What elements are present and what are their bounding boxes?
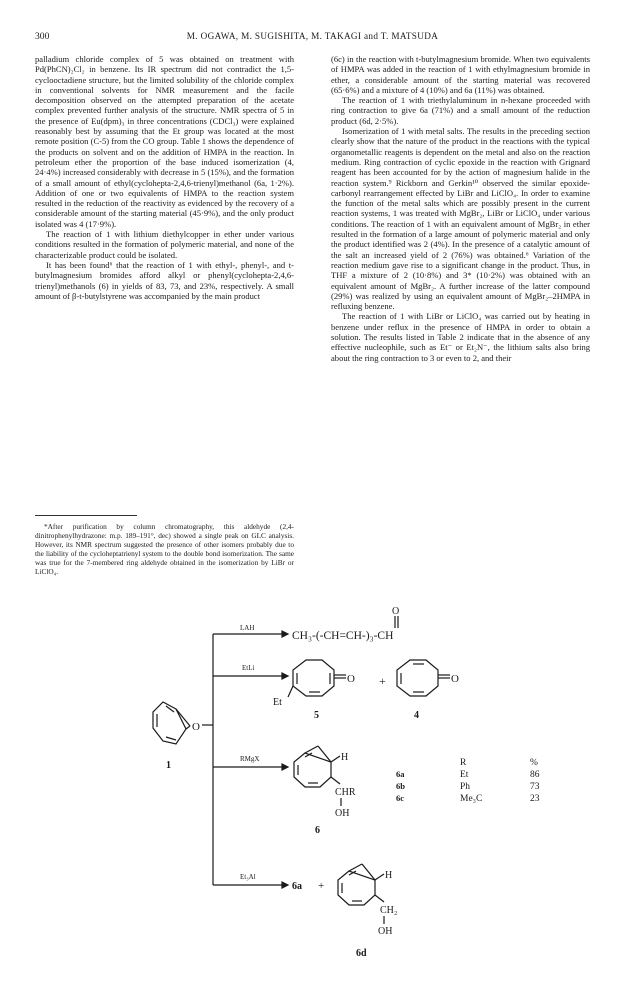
compound-label-6d: 6d — [356, 948, 367, 959]
table-row-r: Me₃C — [460, 794, 483, 804]
paragraph: The reaction of 1 with LiBr or LiClO₄ was carried out by heating in benzene under reflux in the presence of HMPA in order to obtain a solution. The results listed in Table 2 indicate that in the absence of any effective nucleophile, such as Et⁻ or Et₂N⁻, the lithium salts also bring about the ring contraction to 3 or even to 2, and their — [331, 311, 590, 363]
table-row-yield: 73 — [530, 782, 540, 792]
table-header-r: R — [460, 758, 467, 768]
page-number: 300 — [35, 31, 50, 42]
product-6a: 6a — [292, 881, 302, 892]
table-row-compound: 6c — [396, 793, 405, 803]
footnote-text: *After purification by column chromatography, this aldehyde (2,4-dinitrophenylhydrazone: m.p. 189–191°, dec) showed a single peak on GLC analysis. However, its NMR spectrum suggested the presence of other isomers probably due to the liability of the cycloheptatrienyl system to the double bond isomerization. The same was true for the 7-membered ring aldehyde obtained in the isomerization by LiBr or LiClO₄. — [35, 522, 294, 576]
cycloheptatriene-ring — [153, 702, 186, 744]
epoxide-oxygen: O — [192, 721, 200, 733]
paragraph: Isomerization of 1 with metal salts. The results in the preceding section clearly show that the nature of the product in the reactions with the typical organometallic reagents is dependent on the metal and also on the reaction medium. Ring contraction of cyclic epoxide in the reaction with Grignard reagent has been accounted for by the action of magnesium halide in the reaction system.⁹ Rickborn and Gerkin¹⁰ observed the similar epoxide-carbonyl rearrangement effected by LiBr and LiClO₄. In order to examine the function of the metal salts which are possibly present in the current reaction systems, 1 was treated with MgBr₂, LiBr or LiClO₄ under various conditions. The reaction of 1 with an equivalent amount of MgBr₂ in ether resulted in the formation of a large amount of polymeric material and only the product identified was 2 (4%). In the presence of a catalytic amount of the salt an increased yield of 2 (76%) was obtained.⁶ Variation of the reaction medium gave rise to a significant change in the product. Thus, in THF a mixture of 2 (10·8%) and 3* (10·2%) was obtained with an equivalent amount of MgBr₂. A further increase of the latter compound (29%) was realized by using an equivalent amount of MgBr₂–2HMPA in refluxing benzene. — [331, 126, 590, 312]
plus-sign: + — [379, 674, 386, 688]
reagent-et3al: Et₃Al — [240, 873, 256, 881]
table-row-yield: 86 — [530, 770, 540, 780]
compound-6d — [338, 864, 397, 959]
reagent-etli: EtLi — [242, 664, 255, 672]
compound-4 — [397, 660, 459, 721]
table-row-compound: 6a — [396, 769, 405, 779]
compound-label-1: 1 — [166, 760, 171, 771]
ch2-group: CH₂ — [380, 905, 398, 916]
reagent-lah: LAH — [240, 624, 255, 632]
starting-epoxide — [153, 702, 200, 771]
left-column — [35, 54, 294, 301]
chr-group: CHR — [335, 787, 356, 798]
rmgx-yield-table — [396, 758, 540, 804]
footnote — [35, 523, 294, 576]
plus-sign: + — [318, 880, 325, 892]
paragraph: (6c) in the reaction with t-butylmagnesium bromide. When two equivalents of HMPA was added in the reaction of 1 with ethylmagnesium bromide in ether, a considerable amount of the starting material was recovered (65·6%) and a mixture of 4 (10%) and 6a (11%) was obtained. — [331, 54, 590, 95]
hydroxyl-group: OH — [378, 926, 393, 937]
ring-hydrogen: H — [341, 752, 349, 763]
paragraph: It has been found⁶ that the reaction of 1 with ethyl-, phenyl-, and t-butylmagnesium bromides afford alkyl or phenyl(cyclohepta-2,4,6-trienyl)methanols (6) in yields of 83, 73, and 23%, respectively. A small amount of β-t-butylstyrene was accompanied by the main product — [35, 259, 294, 301]
compound-label-6: 6 — [315, 825, 320, 836]
ketone-oxygen: O — [347, 673, 355, 685]
reagent-rmgx: RMgX — [240, 755, 260, 763]
ethyl-substituent: Et — [273, 697, 282, 708]
ring-hydrogen: H — [385, 870, 393, 881]
table-row-r: Et — [460, 770, 469, 780]
table-row-yield: 23 — [530, 794, 540, 804]
compound-label-5: 5 — [314, 710, 319, 721]
lah-product: CH₃-(-CH=CH-)₃-CH — [292, 630, 394, 642]
table-row-compound: 6b — [396, 781, 405, 791]
compound-label-4: 4 — [414, 710, 419, 721]
hydroxyl-group: OH — [335, 808, 350, 819]
paragraph: palladium chloride complex of 5 was obtained on treatment with Pd(PhCN)₂Cl₂ in benzene. Its IR spectrum did not contradict the 1,5-cyclooctadiene structure, but the limited solubility of the chloride complex in conventional solvents for NMR measurement and the facile decomposition observed on the attempted preparation of the acetate complex prevented further analysis of the structure. NMR spectra of 5 in the presence of Eu(dpm)₃ in three concentrations (CDCl₃) were explained reasonably best by assuming that the Et group was located at the most remote position (C-5) from the CO group. Table 1 shows the dependence of the products on solvent and on the addition of HMPA in the reaction. In petroleum ether the proportion of the base induced isomerization (4, 24·4%) increased considerably with decrease in 5 (15%), and the formation of a small amount of ethyl(cyclohepta-2,4,6-trienyl)methanol (6a, 1·2%). Addition of one or two equivalents of HMPA to the reaction system resulted in the reduction of the reactivity as evidenced by the recovery of a considerable amount of the starting material (45·9%), and the only product isolated was 4 (17·9%). — [35, 54, 294, 229]
table-header-yield: % — [530, 758, 538, 768]
right-column — [331, 54, 590, 363]
ketone-oxygen: O — [451, 673, 459, 685]
compound-6 — [294, 746, 356, 836]
running-head: M. OGAWA, M. SUGISHITA, M. TAKAGI and T. MATSUDA — [186, 31, 439, 41]
footnote-rule — [35, 515, 137, 516]
lah-carbonyl-oxygen: O — [392, 606, 400, 617]
compound-5 — [273, 660, 355, 721]
paragraph: The reaction of 1 with lithium diethylcopper in ether under various conditions resulted in the formation of polymeric material, and none of the characterizable product could be isolated. — [35, 229, 294, 260]
table-row-r: Ph — [460, 782, 471, 792]
paragraph: The reaction of 1 with triethylaluminum in n-hexane proceeded with ring contraction to give 6a (71%) and a small amount of the reduction product (6d, 2·5%). — [331, 95, 590, 126]
